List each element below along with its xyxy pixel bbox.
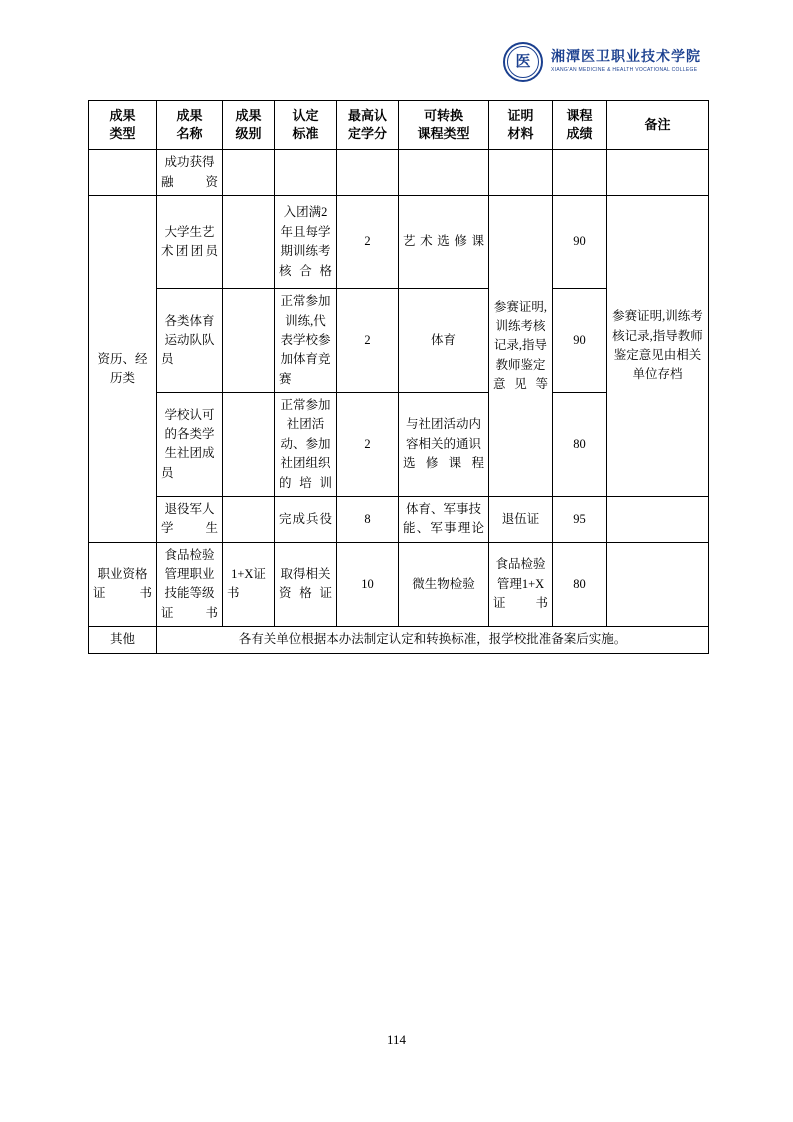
- cell-course-type: 微生物检验: [399, 542, 489, 627]
- table-row: [89, 542, 709, 627]
- header-cell-name: 成果 名称: [157, 101, 223, 150]
- cell-type: [89, 150, 157, 196]
- cell-score: 80: [553, 542, 607, 627]
- header-cell-score: 课程 成绩: [553, 101, 607, 150]
- header-cell-credits: 最高认 定学分: [337, 101, 399, 150]
- cell-standard: [275, 150, 337, 196]
- cell-name: 学校认可的各类学生社团成员: [157, 393, 223, 497]
- cell-standard: 完成兵役: [275, 496, 337, 542]
- cell-name: 大学生艺术团团员: [157, 196, 223, 289]
- cell-course-type: 体育、军事技能、军事理论: [399, 496, 489, 542]
- header-cell-material: 证明 材料: [489, 101, 553, 150]
- cell-remark: [607, 496, 709, 542]
- cell-material: 食品检验管理1+X证书: [489, 542, 553, 627]
- cell-level: [223, 289, 275, 393]
- header-cell-remark: 备注: [607, 101, 709, 150]
- cell-course-type: 艺术选修课: [399, 196, 489, 289]
- cell-level: 1+X证书: [223, 542, 275, 627]
- cell-score: 95: [553, 496, 607, 542]
- page-number: 114: [386, 1032, 407, 1047]
- table-row: [89, 196, 709, 289]
- cell-score: 90: [553, 196, 607, 289]
- college-logo: [503, 42, 701, 82]
- cell-name: 退役军人学生: [157, 496, 223, 542]
- cell-level: [223, 496, 275, 542]
- cell-credits: 10: [337, 542, 399, 627]
- cell-level: [223, 393, 275, 497]
- table-row: [89, 150, 709, 196]
- header-cell-standard: 认定 标准: [275, 101, 337, 150]
- footer-cell-text: 各有关单位根据本办法制定认定和转换标准，报学校批准备案后实施。: [157, 627, 709, 653]
- cell-standard: 正常参加训练,代表学校参加体育竞赛: [275, 289, 337, 393]
- logo-name-cn: 湘潭医卫职业技术学院: [551, 50, 701, 66]
- table-row: [89, 496, 709, 542]
- cell-name: 成功获得融资: [157, 150, 223, 196]
- cell-remark: [607, 150, 709, 196]
- logo-name-en: XIANG'AN MEDICINE & HEALTH VOCATIONAL COLLEGE: [551, 67, 698, 74]
- cell-credits: 2: [337, 289, 399, 393]
- cell-type-experience: 资历、经历类: [89, 196, 157, 543]
- cell-type-certificate: 职业资格证书: [89, 542, 157, 627]
- header-cell-type: 成果 类型: [89, 101, 157, 150]
- cell-level: [223, 196, 275, 289]
- header-cell-level: 成果 级别: [223, 101, 275, 150]
- cell-score: 90: [553, 289, 607, 393]
- cell-name: 各类体育运动队队员: [157, 289, 223, 393]
- cell-remark: 参赛证明,训练考核记录,指导教师鉴定意见由相关单位存档: [607, 196, 709, 497]
- cell-material: 退伍证: [489, 496, 553, 542]
- cell-material: 参赛证明,训练考核记录,指导教师鉴定意见等: [489, 196, 553, 497]
- cell-standard: 入团满2年且每学期训练考核合格: [275, 196, 337, 289]
- table-header-row: [89, 101, 709, 150]
- cell-credits: 2: [337, 196, 399, 289]
- cell-course-type: 体育: [399, 289, 489, 393]
- cell-course-type: [399, 150, 489, 196]
- cell-remark: [607, 542, 709, 627]
- cell-course-type: 与社团活动内容相关的通识选修课程: [399, 393, 489, 497]
- cell-credits: [337, 150, 399, 196]
- college-seal-icon: [503, 42, 543, 82]
- footer-cell-type: 其他: [89, 627, 157, 653]
- cell-level: [223, 150, 275, 196]
- header-cell-course-type: 可转换 课程类型: [399, 101, 489, 150]
- cell-credits: 8: [337, 496, 399, 542]
- cell-name: 食品检验管理职业技能等级证书: [157, 542, 223, 627]
- cell-score: 80: [553, 393, 607, 497]
- cell-credits: 2: [337, 393, 399, 497]
- cell-standard: 取得相关资格证: [275, 542, 337, 627]
- cell-standard: 正常参加社团活动、参加社团组织的培训: [275, 393, 337, 497]
- seal-glyph: 医: [515, 53, 531, 70]
- logo-text: [551, 50, 701, 74]
- table-footer-row: [89, 627, 709, 653]
- cell-material: [489, 150, 553, 196]
- credit-conversion-table: [88, 100, 708, 654]
- cell-score: [553, 150, 607, 196]
